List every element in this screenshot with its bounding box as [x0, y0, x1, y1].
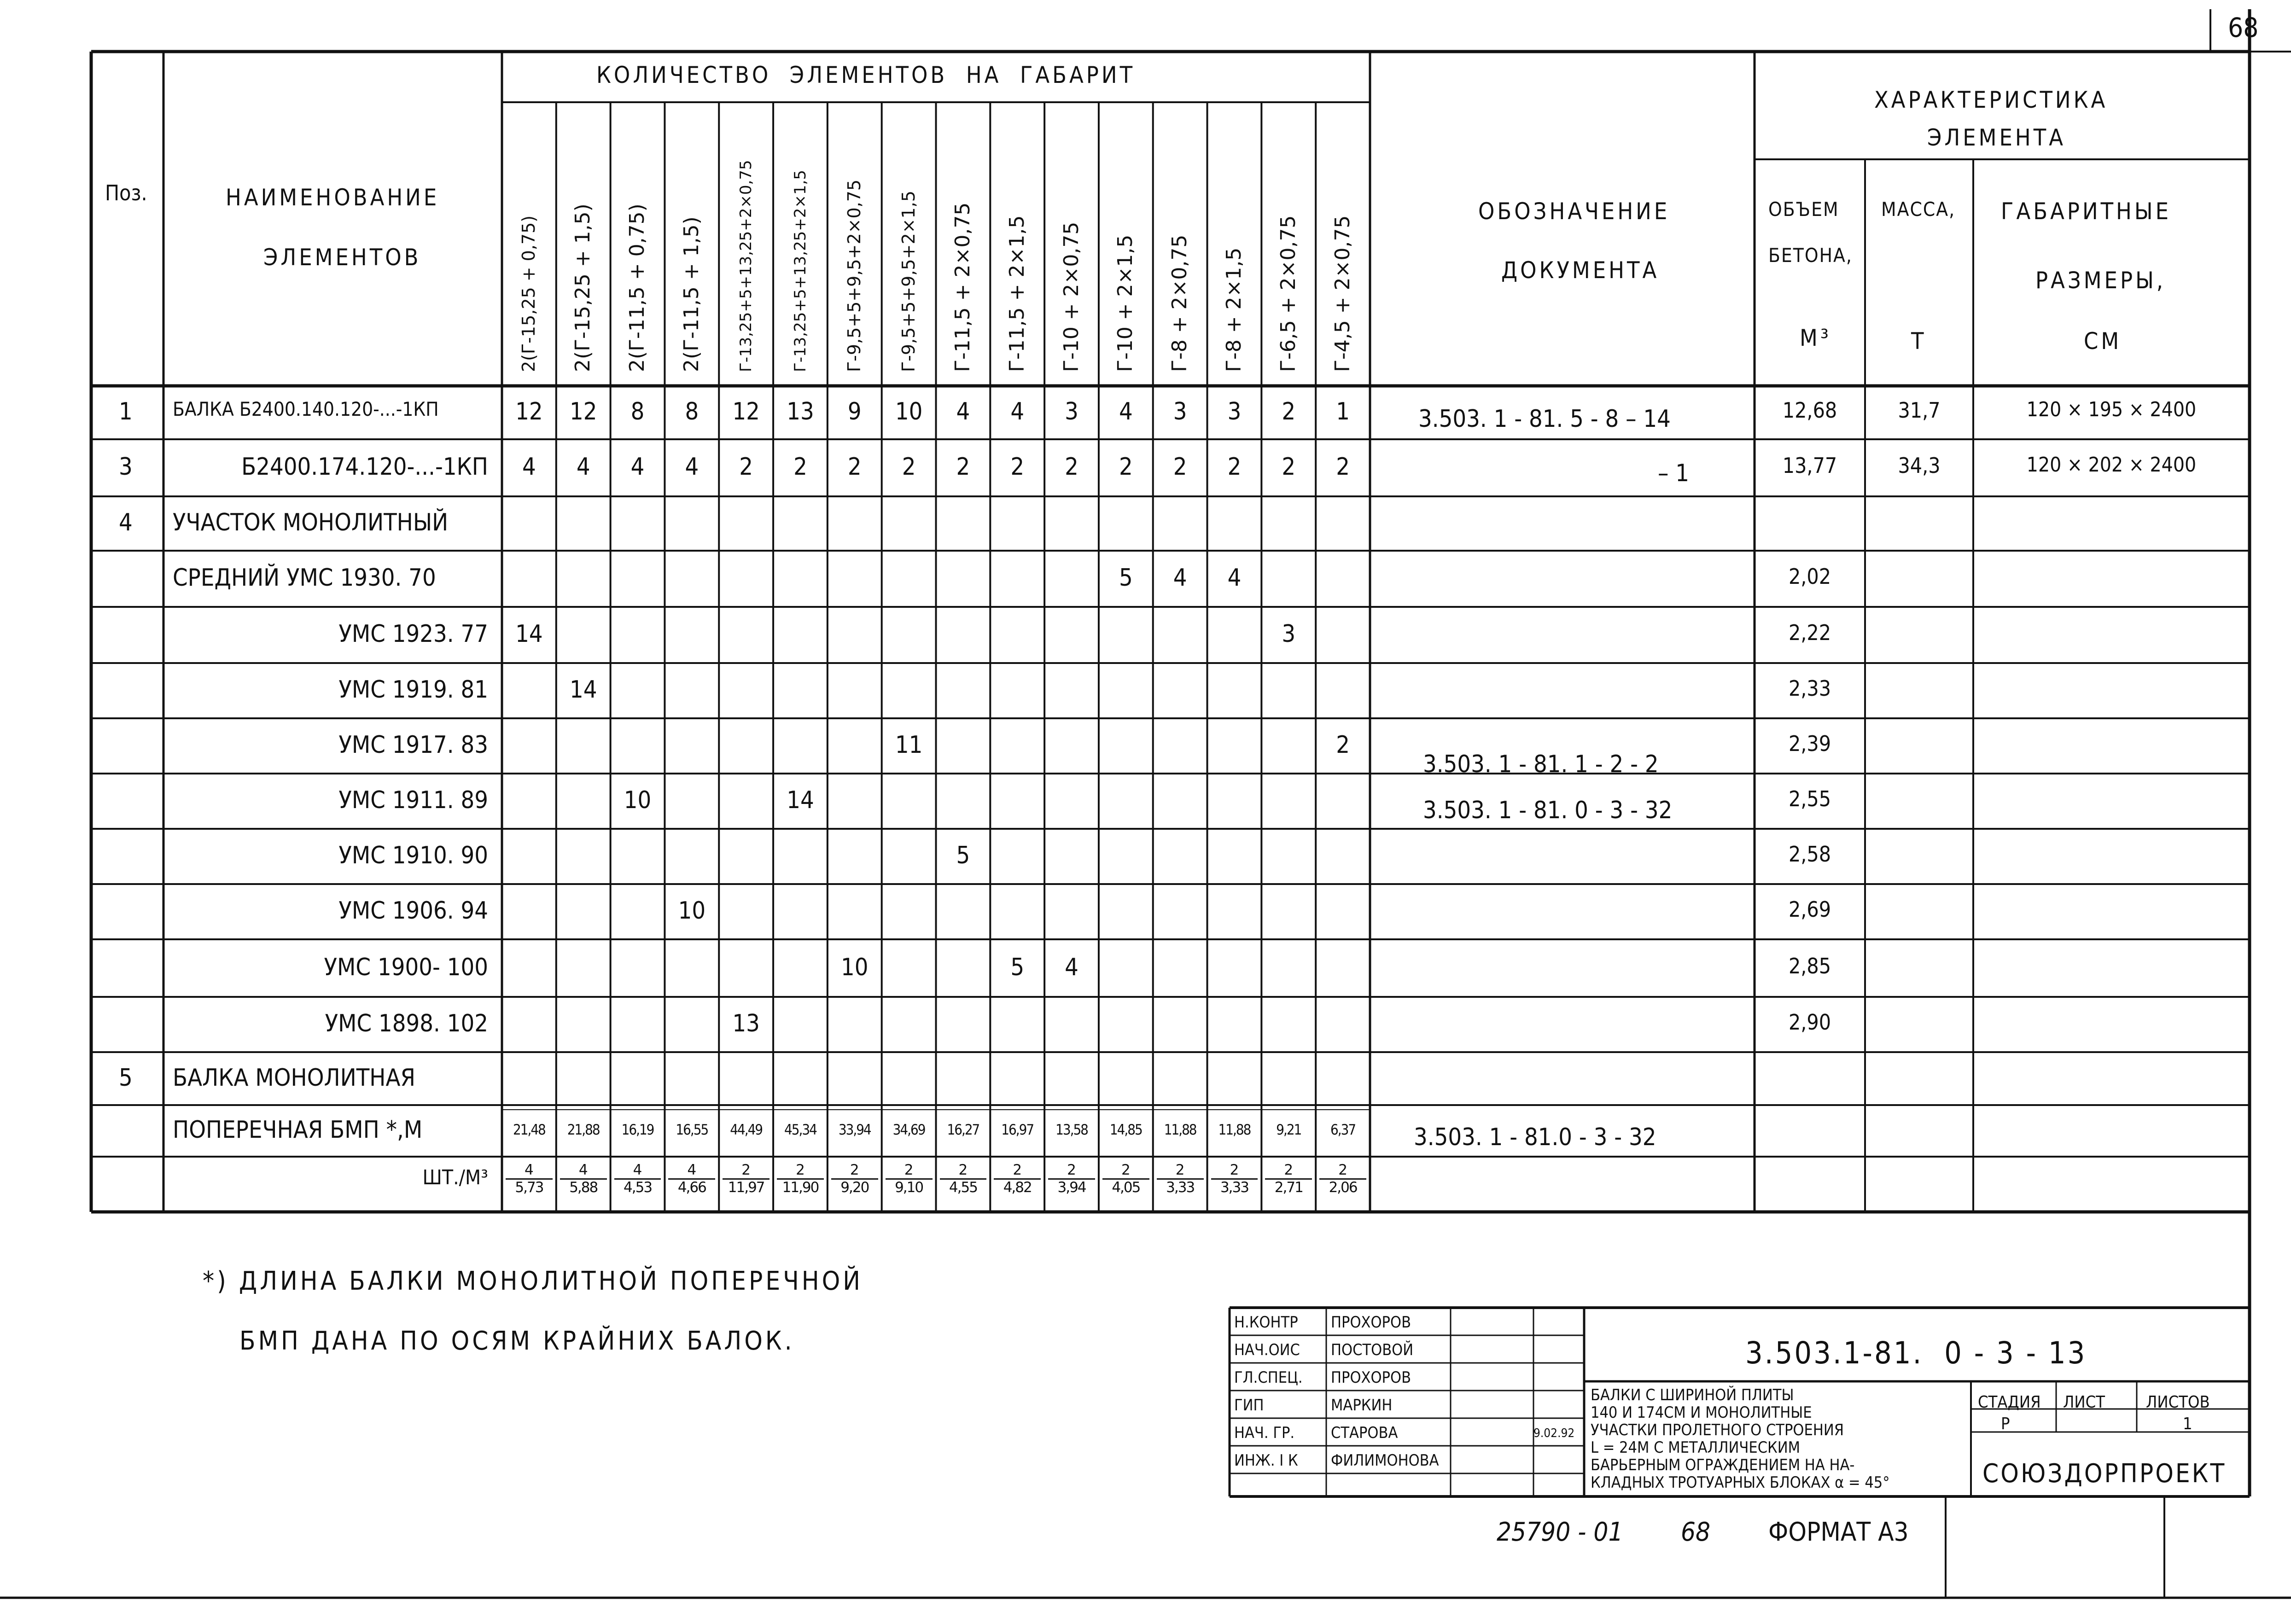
gabarit-header: Г-9,5+5+9,5+2×1,5 [898, 191, 919, 372]
gabarit-header: Г-11,5 + 2×0,75 [951, 202, 974, 372]
stamp-title-line: 140 И 174СМ И МОНОЛИТНЫЕ [1591, 1403, 1812, 1422]
qty-cell: 6,37 [1330, 1122, 1356, 1138]
qty-cell: 10 [678, 897, 706, 925]
header-vol-line1: ОБЪЕМ [1768, 198, 1839, 221]
units-volume: 4,53 [624, 1179, 652, 1196]
units-fraction [886, 1163, 933, 1195]
qty-cell: 13 [787, 398, 814, 425]
qty-cell: 9 [847, 398, 862, 425]
units-volume: 4,82 [1003, 1179, 1032, 1196]
qty-cell: 4 [1010, 398, 1025, 425]
units-fraction [614, 1163, 661, 1195]
qty-cell: 33,94 [838, 1122, 871, 1138]
mass-cell: 31,7 [1898, 398, 1941, 423]
row-pos: 3 [119, 453, 133, 481]
units-count: 2 [994, 1163, 1041, 1180]
footer-inv: 25790 - 01 [1497, 1517, 1623, 1547]
units-fraction [994, 1163, 1041, 1195]
stamp-title-line: L = 24М С МЕТАЛЛИЧЕСКИМ [1591, 1438, 1801, 1457]
qty-cell: 12 [515, 398, 543, 425]
units-fraction [723, 1163, 769, 1195]
footer-format: ФОРМАТ А3 [1768, 1517, 1909, 1547]
stamp-sheets: 1 [2183, 1414, 2192, 1433]
qty-cell: 2 [902, 453, 916, 481]
qty-cell: 4 [576, 453, 590, 481]
units-fraction [506, 1163, 553, 1195]
stamp-stage-label: СТАДИЯ [1978, 1393, 2041, 1412]
vol-cell: 13,77 [1782, 453, 1837, 478]
qty-cell: 4 [1119, 398, 1133, 425]
qty-cell: 3 [1227, 398, 1242, 425]
row-name: УЧАСТОК МОНОЛИТНЫЙ [173, 509, 449, 536]
doc-row3: – 1 [1658, 460, 1689, 487]
units-volume: 9,20 [840, 1179, 869, 1196]
row-name: Б2400.174.120-...-1КП [241, 453, 488, 481]
qty-cell: 14,85 [1109, 1122, 1142, 1138]
units-fraction [831, 1163, 878, 1195]
note-line1: *) ДЛИНА БАЛКИ МОНОЛИТНОЙ ПОПЕРЕЧНОЙ [203, 1266, 863, 1296]
units-count: 4 [560, 1163, 607, 1180]
units-count: 4 [614, 1163, 661, 1180]
qty-cell: 4 [685, 453, 699, 481]
qty-cell: 34,69 [892, 1122, 925, 1138]
qty-cell: 13,58 [1055, 1122, 1088, 1138]
qty-cell: 12 [732, 398, 760, 425]
units-volume: 5,88 [569, 1179, 598, 1196]
row-name: БАЛКА МОНОЛИТНАЯ [173, 1064, 415, 1092]
qty-cell: 9,21 [1276, 1122, 1301, 1138]
header-pos: Поз. [105, 180, 147, 205]
qty-cell: 14 [787, 786, 814, 814]
units-fraction [1265, 1163, 1312, 1195]
qty-cell: 2 [793, 453, 807, 481]
row-pos: 1 [119, 398, 133, 425]
row-name: СРЕДНИЙ УМС 1930. 70 [173, 564, 436, 592]
stamp-stage: Р [2001, 1414, 2010, 1433]
units-fraction [1211, 1163, 1258, 1195]
vol-cell: 2,55 [1788, 786, 1831, 811]
units-count: 2 [1211, 1163, 1258, 1180]
qty-cell: 2 [1336, 453, 1350, 481]
units-count: 2 [1265, 1163, 1312, 1180]
gabarit-header: 2(Г-15,25 + 0,75) [519, 215, 539, 372]
stamp-name: ПРОХОРОВ [1331, 1313, 1411, 1332]
qty-cell: 12 [569, 398, 597, 425]
qty-cell: 1 [1336, 398, 1350, 425]
header-mass-line1: МАССА, [1881, 198, 1956, 221]
row-name: УМС 1923. 77 [338, 620, 488, 648]
row-pos: 4 [119, 509, 133, 536]
qty-cell: 16,55 [676, 1122, 708, 1138]
qty-cell: 4 [1173, 564, 1187, 592]
stamp-name: СТАРОВА [1331, 1424, 1398, 1442]
units-count: 2 [886, 1163, 933, 1180]
header-dim-unit: СМ [2084, 328, 2122, 355]
qty-cell: 14 [569, 676, 597, 704]
gabarit-header: Г-10 + 2×1,5 [1113, 234, 1137, 372]
qty-cell: 4 [1065, 953, 1078, 981]
units-volume: 9,10 [895, 1179, 923, 1196]
vol-cell: 2,85 [1788, 953, 1831, 978]
sheet-number: 68 [2228, 12, 2259, 43]
row-name: УМС 1900- 100 [324, 953, 488, 981]
units-count: 2 [1319, 1163, 1366, 1180]
qty-cell: 3 [1173, 398, 1187, 425]
units-volume: 3,33 [1166, 1179, 1195, 1196]
qty-cell: 2 [1336, 731, 1350, 759]
qty-cell: 5 [1010, 953, 1025, 981]
dims-cell: 120 × 195 × 2400 [2026, 398, 2197, 421]
units-count: 2 [940, 1163, 987, 1180]
header-name-line2: ЭЛЕМЕНТОВ [263, 244, 421, 271]
units-volume: 3,94 [1057, 1179, 1086, 1196]
dims-cell: 120 × 202 × 2400 [2026, 453, 2197, 477]
qty-cell: 8 [685, 398, 699, 425]
units-count: 2 [1048, 1163, 1095, 1180]
row-name: БАЛКА Б2400.140.120-...-1КП [173, 398, 439, 420]
header-char-line1: ХАРАКТЕРИСТИКА [1874, 87, 2108, 113]
gabarit-header: Г-13,25+5+13,25+2×1,5 [791, 170, 810, 372]
units-volume: 11,90 [782, 1179, 819, 1196]
stamp-title-line: БАРЬЕРНЫМ ОГРАЖДЕНИЕМ НА НА- [1591, 1456, 1855, 1474]
qty-cell: 5 [1119, 564, 1133, 592]
gabarit-header: 2(Г-15,25 + 1,5) [571, 204, 595, 372]
row-name: ПОПЕРЕЧНАЯ БМП *,М [173, 1116, 423, 1144]
units-count: 2 [723, 1163, 769, 1180]
units-volume: 3,33 [1220, 1179, 1248, 1196]
vol-cell: 2,90 [1788, 1010, 1831, 1035]
vol-cell: 2,69 [1788, 897, 1831, 922]
vol-cell: 2,39 [1788, 731, 1831, 756]
qty-cell: 4 [630, 453, 645, 481]
qty-cell: 21,48 [513, 1122, 545, 1138]
qty-cell: 11,88 [1218, 1122, 1251, 1138]
gabarit-header: 2(Г-11,5 + 1,5) [679, 216, 703, 372]
stamp-title-line: БАЛКИ С ШИРИНОЙ ПЛИТЫ [1591, 1386, 1794, 1404]
units-volume: 4,66 [677, 1179, 706, 1196]
stamp-title-line: УЧАСТКИ ПРОЛЕТНОГО СТРОЕНИЯ [1591, 1421, 1844, 1439]
units-count: 4 [668, 1163, 715, 1180]
gabarit-header: Г-9,5+5+9,5+2×0,75 [844, 179, 864, 372]
qty-cell: 8 [630, 398, 645, 425]
units-volume: 4,55 [949, 1179, 977, 1196]
gabarit-header: Г-10 + 2×0,75 [1059, 221, 1083, 372]
qty-cell: 4 [956, 398, 970, 425]
gabarit-header: Г-8 + 2×0,75 [1168, 234, 1192, 372]
row-pos: 5 [119, 1064, 133, 1092]
row-name: УМС 1911. 89 [338, 786, 488, 814]
qty-cell: 2 [847, 453, 862, 481]
qty-cell: 3 [1065, 398, 1078, 425]
stamp-name: ФИЛИМОНОВА [1331, 1451, 1439, 1470]
vol-cell: 2,02 [1788, 564, 1831, 589]
header-vol-unit: М³ [1800, 325, 1831, 351]
qty-cell: 4 [1227, 564, 1242, 592]
stamp-sheets-label: ЛИСТОВ [2146, 1393, 2210, 1412]
qty-cell: 10 [841, 953, 869, 981]
stamp-org: СОЮЗДОРПРОЕКТ [1982, 1459, 2227, 1489]
qty-cell: 10 [624, 786, 652, 814]
vol-cell: 12,68 [1782, 398, 1837, 423]
gabarit-header: Г-4,5 + 2×0,75 [1330, 215, 1354, 372]
gabarit-header: 2(Г-11,5 + 0,75) [625, 204, 649, 372]
stamp-name: МАРКИН [1331, 1396, 1393, 1414]
units-fraction [940, 1163, 987, 1195]
units-volume: 11,97 [728, 1179, 764, 1196]
mass-cell: 34,3 [1898, 453, 1941, 478]
units-fraction [1102, 1163, 1149, 1195]
qty-cell: 3 [1282, 620, 1296, 648]
header-doc-line1: ОБОЗНАЧЕНИЕ [1478, 198, 1670, 225]
stamp-role: ГЛ.СПЕЦ. [1234, 1368, 1303, 1387]
doc-row1: 3.503. 1 - 81. 5 - 8 – 14 [1418, 405, 1671, 433]
units-fraction [560, 1163, 607, 1195]
stamp-name: ПОСТОВОЙ [1331, 1341, 1414, 1359]
qty-cell: 5 [956, 842, 970, 869]
qty-cell: 2 [1119, 453, 1133, 481]
qty-cell: 11,88 [1164, 1122, 1196, 1138]
vol-cell: 2,33 [1788, 676, 1831, 701]
qty-cell: 2 [1010, 453, 1025, 481]
stamp-code: 3.503.1-81. 0 - 3 - 13 [1745, 1335, 2087, 1371]
vol-cell: 2,58 [1788, 842, 1831, 867]
qty-cell: 2 [956, 453, 970, 481]
units-fraction [1157, 1163, 1204, 1195]
stamp-date: 9.02.92 [1533, 1426, 1575, 1440]
units-count: 4 [506, 1163, 553, 1180]
qty-cell: 2 [1173, 453, 1187, 481]
doc-umc-line1: 3.503. 1 - 81. 1 - 2 - 2 [1423, 751, 1659, 778]
units-fraction [1319, 1163, 1366, 1195]
units-count: 2 [777, 1163, 824, 1180]
header-mass-unit: Т [1911, 328, 1927, 355]
gabarit-header: Г-13,25+5+13,25+2×0,75 [736, 160, 755, 372]
qty-cell: 16,19 [621, 1122, 654, 1138]
qty-cell: 44,49 [730, 1122, 763, 1138]
row-name: УМС 1898. 102 [325, 1010, 488, 1037]
qty-cell: 2 [1065, 453, 1078, 481]
header-dim-line1: ГАБАРИТНЫЕ [2001, 198, 2172, 225]
qty-cell: 21,88 [567, 1122, 600, 1138]
qty-cell: 10 [895, 398, 923, 425]
header-qty-title: КОЛИЧЕСТВО ЭЛЕМЕНТОВ НА ГАБАРИТ [596, 62, 1136, 88]
units-volume: 4,05 [1112, 1179, 1140, 1196]
qty-cell: 16,27 [947, 1122, 979, 1138]
units-fraction [777, 1163, 824, 1195]
header-dim-line2: РАЗМЕРЫ, [2035, 267, 2166, 294]
header-name-line1: НАИМЕНОВАНИЕ [226, 184, 440, 211]
header-char-line2: ЭЛЕМЕНТА [1927, 124, 2066, 151]
qty-cell: 2 [739, 453, 753, 481]
gabarit-header: Г-6,5 + 2×0,75 [1276, 215, 1300, 372]
qty-cell: 14 [515, 620, 543, 648]
stamp-name: ПРОХОРОВ [1331, 1368, 1411, 1387]
header-vol-line2: БЕТОНА, [1768, 244, 1853, 267]
units-volume: 2,71 [1274, 1179, 1303, 1196]
qty-cell: 45,34 [784, 1122, 816, 1138]
stamp-role: ИНЖ. I К [1234, 1451, 1298, 1470]
stamp-role: ГИП [1234, 1396, 1264, 1414]
units-count: 2 [1157, 1163, 1204, 1180]
qty-cell: 2 [1282, 398, 1296, 425]
qty-cell: 16,97 [1001, 1122, 1034, 1138]
qty-cell: 11 [895, 731, 923, 759]
gabarit-header: Г-8 + 2×1,5 [1222, 247, 1246, 372]
units-volume: 2,06 [1329, 1179, 1357, 1196]
qty-cell: 4 [522, 453, 536, 481]
units-fraction [668, 1163, 715, 1195]
doc-umc-line2: 3.503. 1 - 81. 0 - 3 - 32 [1423, 797, 1673, 824]
stamp-role: НАЧ.ОИС [1234, 1341, 1300, 1359]
row-name: УМС 1919. 81 [338, 676, 488, 704]
row-name: УМС 1910. 90 [338, 842, 488, 869]
vol-cell: 2,22 [1788, 620, 1831, 645]
header-doc-line2: ДОКУМЕНТА [1501, 257, 1660, 284]
gabarit-header: Г-11,5 + 2×1,5 [1005, 215, 1029, 372]
doc-bmp: 3.503. 1 - 81.0 - 3 - 32 [1414, 1123, 1656, 1151]
qty-cell: 2 [1282, 453, 1296, 481]
note-line2: БМП ДАНА ПО ОСЯМ КРАЙНИХ БАЛОК. [239, 1326, 795, 1356]
units-count: 2 [831, 1163, 878, 1180]
row-name: УМС 1917. 83 [338, 731, 488, 759]
units-row-name: ШТ./М³ [422, 1166, 488, 1189]
units-fraction [1048, 1163, 1095, 1195]
stamp-title-line: КЛАДНЫХ ТРОТУАРНЫХ БЛОКАХ α = 45° [1591, 1473, 1890, 1492]
stamp-role: НАЧ. ГР. [1234, 1424, 1295, 1442]
stamp-role: Н.КОНТР [1234, 1313, 1298, 1332]
units-volume: 5,73 [515, 1179, 543, 1196]
row-name: УМС 1906. 94 [338, 897, 488, 925]
units-count: 2 [1102, 1163, 1149, 1180]
qty-cell: 13 [732, 1010, 760, 1037]
footer-page: 68 [1681, 1517, 1711, 1547]
qty-cell: 2 [1227, 453, 1242, 481]
stamp-sheet-label: ЛИСТ [2063, 1393, 2105, 1412]
